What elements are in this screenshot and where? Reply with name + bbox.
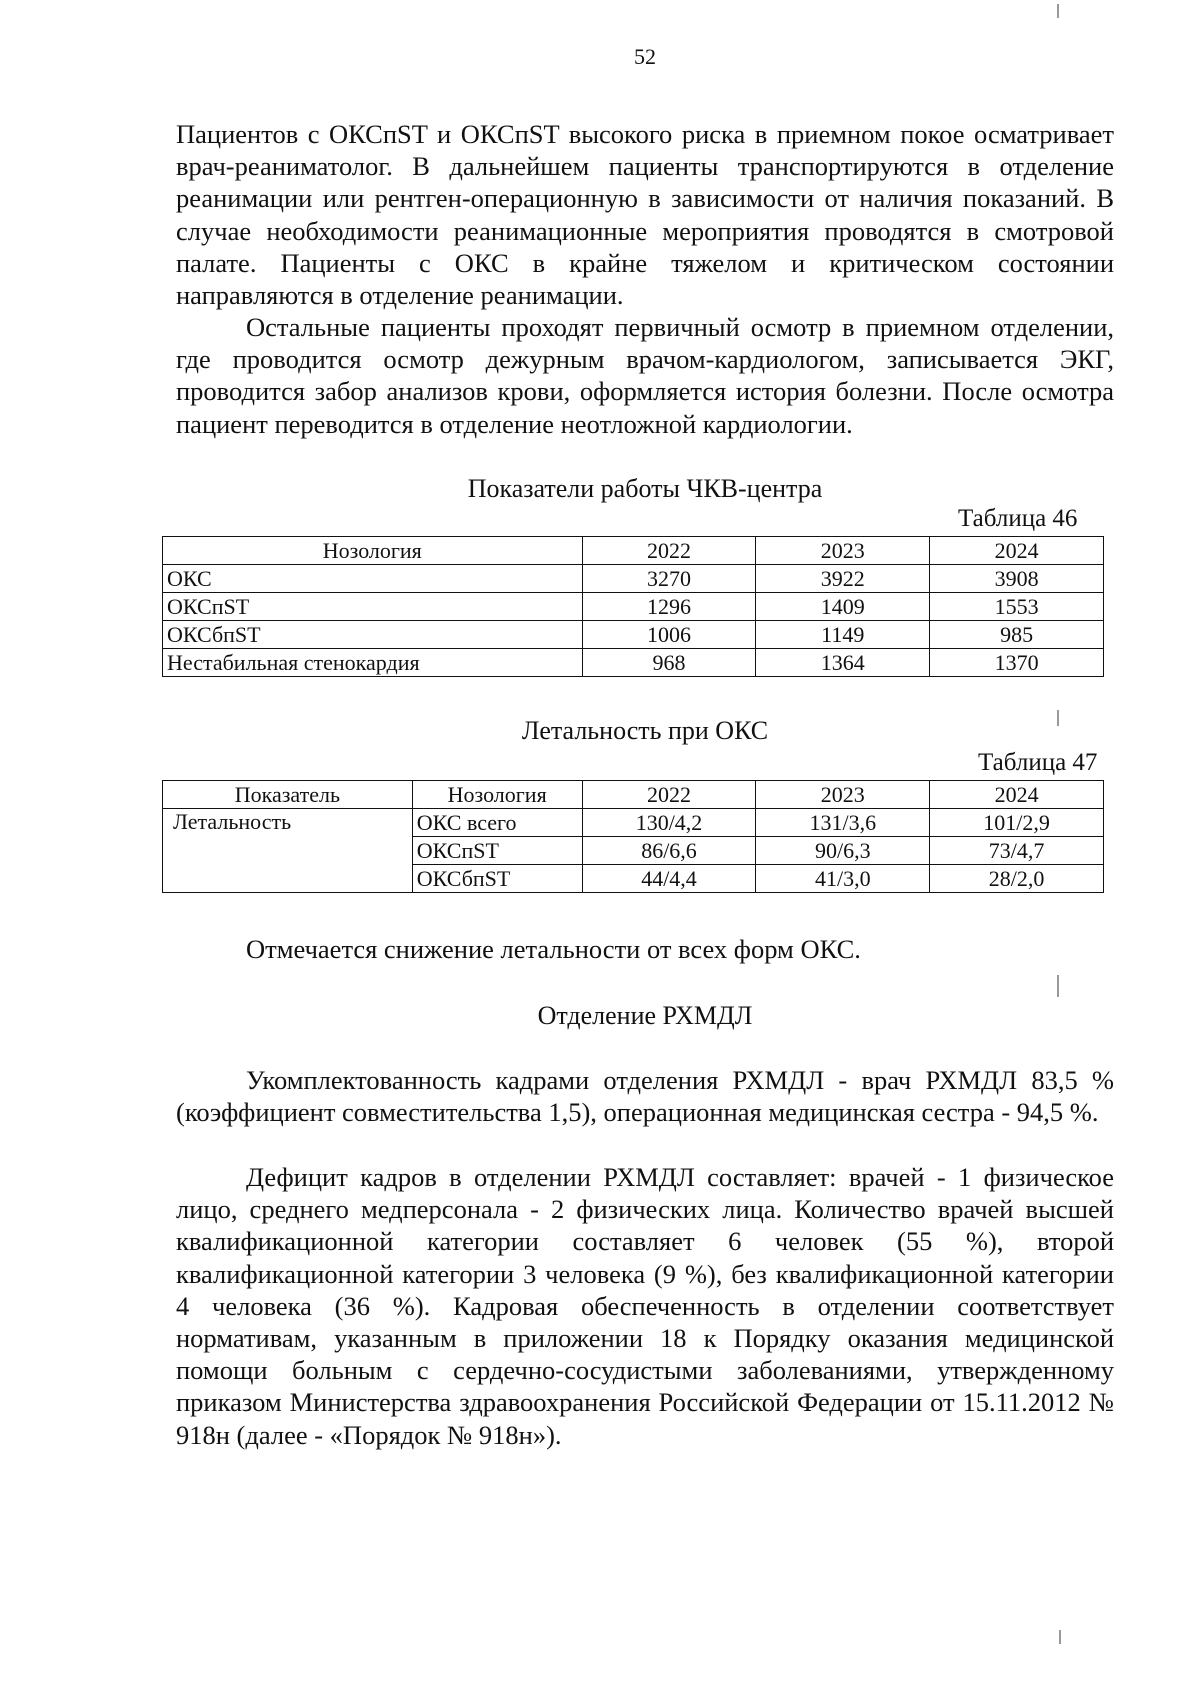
table-header-cell: 2022 <box>582 537 756 565</box>
table-row <box>163 809 1104 837</box>
note-paragraph: Отмечается снижение летальности от всех форм ОКС. <box>246 934 861 964</box>
table-header-cell: 2024 <box>930 537 1104 565</box>
table-cell: ОКСбпST <box>163 621 583 649</box>
scan-artifact <box>1057 710 1059 726</box>
table-row <box>163 565 1104 593</box>
scan-artifact <box>1059 1630 1061 1644</box>
table-header-cell: 2024 <box>930 781 1104 809</box>
table-cell: 1370 <box>930 649 1104 677</box>
table-cell: 1364 <box>756 649 930 677</box>
table-header-cell: Нозология <box>163 537 583 565</box>
page-number: 52 <box>634 44 656 69</box>
paragraph: Дефицит кадров в отделении РХМДЛ составляет: врачей - 1 физическое лицо, среднего медперсонала - 2 физических лица. Количество врачей высшей квалификационной категории составляет 6 человек (55 %), второй квалификационной категории 3 человека (9 %), без квалификационной категории 4 человека (36 %). Кадровая обеспеченность в отделении соответствует нормативам, указанным в приложении 18 к Порядку оказания медицинской помощи больным с сердечно-сосудистыми заболеваниями, утвержденному приказом Министерства здравоохранения Российской Федерации от 15.11.2012 № 918н (далее - «Порядок № 918н»). <box>176 1162 1114 1450</box>
table-cell: 968 <box>582 649 756 677</box>
table-cell: ОКСпST <box>412 837 582 865</box>
table-header-cell: 2023 <box>756 781 930 809</box>
table-cell: ОКС <box>163 565 583 593</box>
table-cell-indicator: Летальность <box>163 809 413 893</box>
table-cell: 3270 <box>582 565 756 593</box>
paragraph: Пациентов с ОКСпST и ОКСпST высокого риска в приемном покое осматривает врач-реаниматолог. В дальнейшем пациенты транспортируются в отделение реанимации или рентген-операционную в зависимости от наличия показаний. В случае необходимости реанимационные мероприятия проводятся в смотровой палате. Пациенты с ОКС в крайне тяжелом и критическом состоянии направляются в отделение реанимации. <box>176 119 1114 311</box>
table-cell: 1553 <box>930 593 1104 621</box>
table-cell: 90/6,3 <box>756 837 930 865</box>
table-header-row <box>163 781 1104 809</box>
paragraph: Остальные пациенты проходят первичный осмотр в приемном отделении, где проводится осмотр дежурным врачом-кардиологом, записывается ЭКГ, проводится забор анализов крови, оформляется история болезни. После осмотра пациент переводится в отделение неотложной кардиологии. <box>176 312 1114 439</box>
table-cell: 1409 <box>756 593 930 621</box>
table-row <box>163 621 1104 649</box>
table-header-cell: Показатель <box>163 781 413 809</box>
table-cell: 28/2,0 <box>930 865 1104 893</box>
table-header-cell: 2022 <box>582 781 756 809</box>
table-cell: 101/2,9 <box>930 809 1104 837</box>
table-cell: Нестабильная стенокардия <box>163 649 583 677</box>
table-row <box>163 649 1104 677</box>
table-cell: 1149 <box>756 621 930 649</box>
table-cell: ОКСбпST <box>412 865 582 893</box>
table-row <box>163 593 1104 621</box>
table-cell: 985 <box>930 621 1104 649</box>
table-cell: 131/3,6 <box>756 809 930 837</box>
table-cell: 130/4,2 <box>582 809 756 837</box>
scan-artifact <box>1057 975 1059 997</box>
table-cell: 86/6,6 <box>582 837 756 865</box>
table-cell: 3908 <box>930 565 1104 593</box>
table-header-cell: 2023 <box>756 537 930 565</box>
table47-label: Таблица 47 <box>978 749 1098 776</box>
paragraph: Укомплектованность кадрами отделения РХМДЛ - врач РХМДЛ 83,5 % (коэффициент совместительства 1,5), операционная медицинская сестра - 94,5 %. <box>176 1065 1114 1128</box>
table-cell: 41/3,0 <box>756 865 930 893</box>
table47-title: Летальность при ОКС <box>521 716 769 745</box>
table-cell: 3922 <box>756 565 930 593</box>
table-cell: 1006 <box>582 621 756 649</box>
table-cell: 1296 <box>582 593 756 621</box>
section-title: Отделение РХМДЛ <box>537 1001 753 1030</box>
table-header-row <box>163 537 1104 565</box>
table-cell: ОКСпST <box>163 593 583 621</box>
table-cell: ОКС всего <box>412 809 582 837</box>
table-header-cell: Нозология <box>412 781 582 809</box>
table46-label: Таблица 46 <box>958 505 1078 532</box>
table46 <box>162 536 1104 677</box>
table46-title: Показатели работы ЧКВ-центра <box>467 474 823 503</box>
table47 <box>162 780 1104 893</box>
table-cell: 44/4,4 <box>582 865 756 893</box>
table-cell: 73/4,7 <box>930 837 1104 865</box>
scan-artifact <box>1057 4 1059 18</box>
